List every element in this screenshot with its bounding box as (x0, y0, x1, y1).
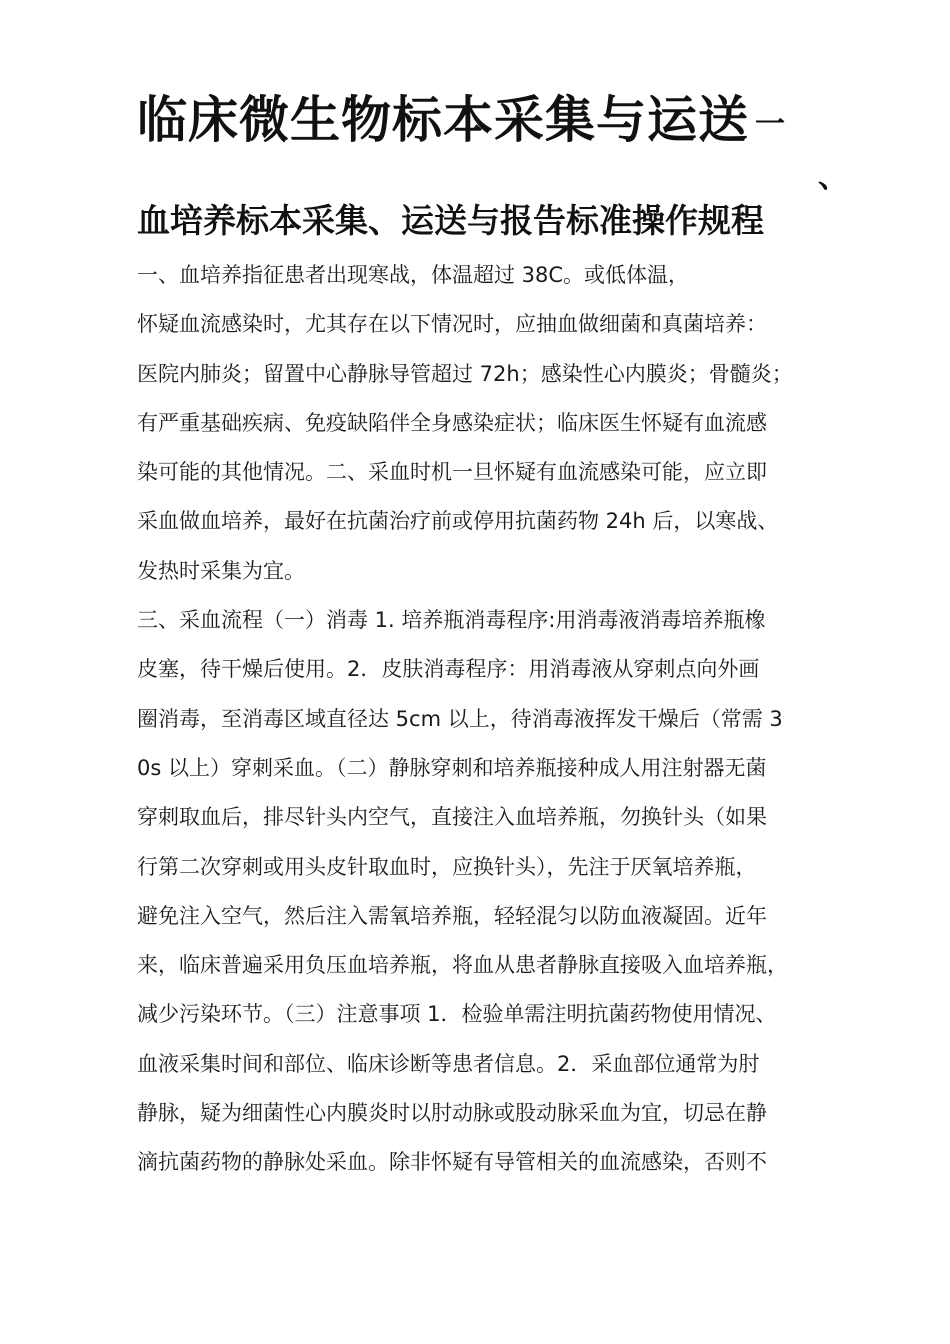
body-line: 染可能的其他情况。二、采血时机一旦怀疑有血流感染可能，应立即 (137, 460, 767, 485)
document-title: 临床微生物标本采集与运送 (137, 91, 749, 149)
document-subtitle: 血培养标本采集、运送与报告标准操作规程 (137, 201, 764, 240)
body-line: 怀疑血流感染时，尤其存在以下情况时，应抽血做细菌和真菌培养： (137, 312, 767, 337)
body-line: 医院内肺炎；留置中心静脉导管超过 72h；感染性心内膜炎；骨髓炎； (137, 361, 793, 386)
body-line: 减少污染环节。（三）注意事项 1．检验单需注明抗菌药物使用情况、 (137, 1002, 777, 1027)
document-body (137, 251, 827, 1188)
body-line: 避免注入空气，然后注入需氧培养瓶，轻轻混匀以防血液凝固。近年 (137, 903, 767, 928)
body-line: 圈消毒，至消毒区域直径达 5cm 以上，待消毒液挥发干燥后（常需 3 (137, 706, 783, 731)
body-line: 有严重基础疾病、免疫缺陷伴全身感染症状；临床医生怀疑有血流感 (137, 410, 767, 435)
body-line: 来，临床普遍采用负压血培养瓶，将血从患者静脉直接吸入血培养瓶， (137, 953, 788, 978)
body-line: 0s 以上）穿刺采血。（二）静脉穿刺和培养瓶接种成人用注射器无菌 (137, 755, 767, 780)
body-line: 发热时采集为宜。 (137, 558, 305, 583)
body-line: 采血做血培养，最好在抗菌治疗前或停用抗菌药物 24h 后，以寒战、 (137, 509, 779, 534)
title-comma: 、 (818, 160, 848, 195)
title-dash: 一 (755, 107, 785, 142)
body-line: 穿刺取血后，排尽针头内空气，直接注入血培养瓶，勿换针头（如果 (137, 805, 767, 830)
body-line: 滴抗菌药物的静脉处采血。除非怀疑有导管相关的血流感染，否则不 (137, 1150, 767, 1175)
body-line: 血液采集时间和部位、临床诊断等患者信息。2．采血部位通常为肘 (137, 1051, 760, 1076)
body-line: 行第二次穿刺或用头皮针取血时，应换针头），先注于厌氧培养瓶， (137, 854, 757, 879)
body-line: 皮塞，待干燥后使用。2．皮肤消毒程序：用消毒液从穿刺点向外画 (137, 657, 760, 682)
body-line: 一、血培养指征患者出现寒战，体温超过 38C。或低体温， (137, 263, 690, 287)
body-line: 三、采血流程（一）消毒 1. 培养瓶消毒程序:用消毒液消毒培养瓶橡 (137, 608, 766, 633)
body-line: 静脉，疑为细菌性心内膜炎时以肘动脉或股动脉采血为宜，切忌在静 (137, 1101, 767, 1126)
